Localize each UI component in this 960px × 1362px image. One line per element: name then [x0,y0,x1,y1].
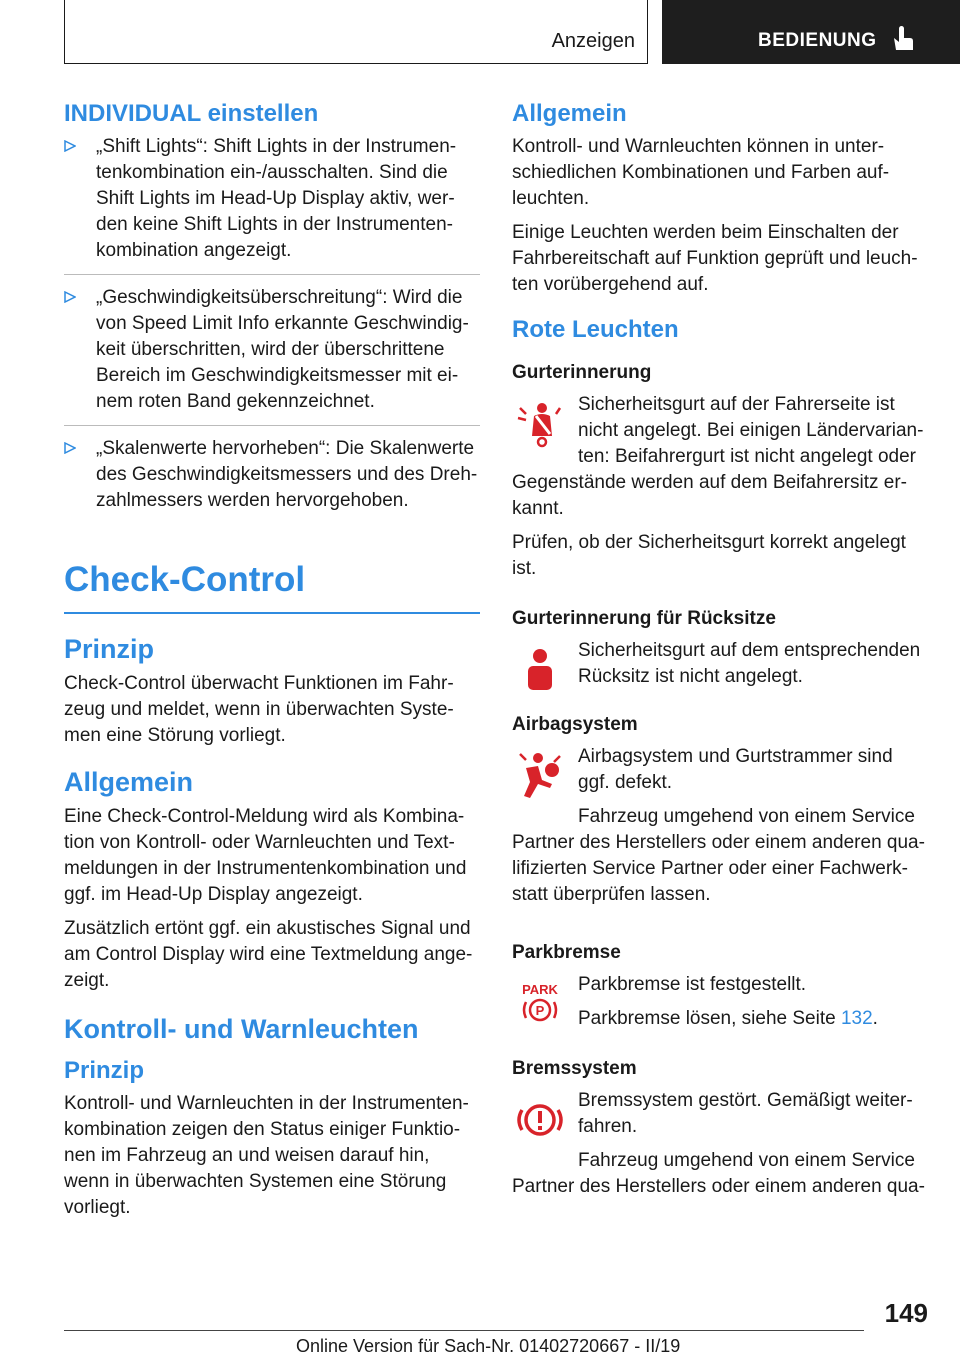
warning-entry-parkbremse [512,972,928,1032]
bremssystem-text: Bremssystem gestört. Gemäßigt weiter-fahren. [578,1090,913,1137]
page-link[interactable]: 132 [840,1008,873,1029]
airbag-warning-icon [512,748,568,804]
bremssystem-text-2: Fahrzeug umgehend von einem Service [578,1150,915,1171]
parkbremse-text: Parkbremse ist festgestellt. [578,974,807,995]
subheading-airbagsystem: Airbagsystem [512,714,638,735]
header-chapter-box [662,0,960,64]
warning-entry-airbag [512,744,928,830]
bullet-text: „Geschwindigkeitsüberschreitung“: Wird die von Speed Limit Info erkannte Geschwindig-keit überschritten, wird der überschrittene Bereich im Geschwindigkeitsmesser mit ei-nem roten Band gekennzeichnet. [96,287,469,412]
divider [64,274,480,275]
heading-allgemein-right: Allgemein [512,100,627,127]
paragraph-prinzip: Check-Control überwacht Funktionen im Fahr-zeug und meldet, wenn in überwachten Syste-men eine Störung vorliegt. [64,673,454,746]
brake-system-icon [512,1092,568,1148]
heading-prinzip-2: Prinzip [64,1057,145,1084]
hand-pointer-icon [892,26,914,52]
header-chapter-label: BEDIENUNG [758,30,877,51]
airbag-text-continued: Partner des Herstellers oder einem anderen qua-lifizierten Service Partner oder einer Fachwerk-statt überprüfen lassen. [512,832,925,905]
header-section-label: Anzeigen [551,30,635,52]
warning-entry-bremssystem [512,1088,928,1174]
list-item [64,285,480,415]
svg-text:PARK: PARK [522,982,558,997]
rear-seatbelt-icon [512,642,568,698]
divider [64,425,480,426]
paragraph-prinzip-2: Kontroll- und Warnleuchten in der Instrumenten-kombination zeigen den Status einiger Funktio-nen im Fahrzeug an und weisen darauf hin, wenn in überwachten Systemen eine Störung vorliegt. [64,1093,469,1218]
heading-individual: INDIVIDUAL einstellen [64,100,319,127]
heading-allgemein: Allgemein [64,767,194,797]
bremssystem-text-continued: Partner des Herstellers oder einem anderen qua- [512,1176,925,1197]
triangle-bullet-icon [64,140,76,152]
list-item [64,436,480,514]
heading-rote-leuchten: Rote Leuchten [512,316,679,343]
parkbremse-text-2: Parkbremse lösen, siehe Seite 132. [578,1008,878,1029]
seatbelt-text: Sicherheitsgurt auf der Fahrerseite ist nicht angelegt. Bei einigen Ländervarian-ten: Beifahrergurt ist nicht angelegt oder [578,394,924,467]
triangle-bullet-icon [64,442,76,454]
footer-divider [64,1330,864,1331]
paragraph-allgemein-1: Eine Check-Control-Meldung wird als Kombina-tion von Kontroll- oder Warnleuchten und Text-meldungen in der Instrumentenkombination und ggf. im Head-Up Display angezeigt. [64,806,467,905]
paragraph-allgemein-right-1: Kontroll- und Warnleuchten können in unter-schiedlichen Kombinationen und Farben auf-leuchten. [512,136,890,209]
seatbelt-check-text: Prüfen, ob der Sicherheitsgurt korrekt angelegt ist. [512,532,906,579]
heading-check-control: Check-Control [64,560,480,614]
subheading-bremssystem: Bremssystem [512,1058,637,1079]
heading-prinzip: Prinzip [64,634,155,664]
page-number: 149 [884,1298,928,1328]
heading-kontroll-warnleuchten: Kontroll- und Warnleuchten [64,1014,419,1044]
triangle-bullet-icon [64,291,76,303]
subheading-parkbremse: Parkbremse [512,942,621,963]
footer-version: Online Version für Sach-Nr. 01402720667 - II/19 [296,1336,681,1356]
header-section-box [64,0,648,64]
warning-entry-rear-seatbelt [512,638,928,698]
seatbelt-warning-icon [512,396,568,452]
bullet-text: „Shift Lights“: Shift Lights in der Instrumen-tenkombination ein-/ausschalten. Sind die Shift Lights im Head-Up Display aktiv, wer-den keine Shift Lights in der Instrumenten-kombination angezeigt. [96,136,457,261]
seatbelt-text-continued: Gegenstände werden auf dem Beifahrersitz er-kannt. [512,472,907,519]
left-column [64,100,480,1229]
parking-brake-icon [512,976,568,1032]
bullet-text: „Skalenwerte hervorheben“: Die Skalenwerte des Geschwindigkeitsmessers und des Dreh-zahlmessers werden hervorgehoben. [96,438,478,511]
subheading-gurterinnerung: Gurterinnerung [512,362,652,383]
subheading-gurterinnerung-ruecksitze: Gurterinnerung für Rücksitze [512,608,776,629]
warning-entry-seatbelt [512,392,928,470]
paragraph-allgemein-right-2: Einige Leuchten werden beim Einschalten der Fahrbereitschaft auf Funktion geprüft und leuch-ten vorübergehend auf. [512,222,918,295]
airbag-text: Airbagsystem und Gurtstrammer sind ggf. defekt. [578,746,893,793]
airbag-text-2: Fahrzeug umgehend von einem Service [578,806,915,827]
paragraph-allgemein-2: Zusätzlich ertönt ggf. ein akustisches Signal und am Control Display wird eine Textmeldung ange-zeigt. [64,918,473,991]
rear-seatbelt-text: Sicherheitsgurt auf dem entsprechenden Rücksitz ist nicht angelegt. [578,640,921,687]
list-item [64,134,480,264]
svg-text:P: P [535,1003,545,1018]
right-column [512,100,928,1200]
